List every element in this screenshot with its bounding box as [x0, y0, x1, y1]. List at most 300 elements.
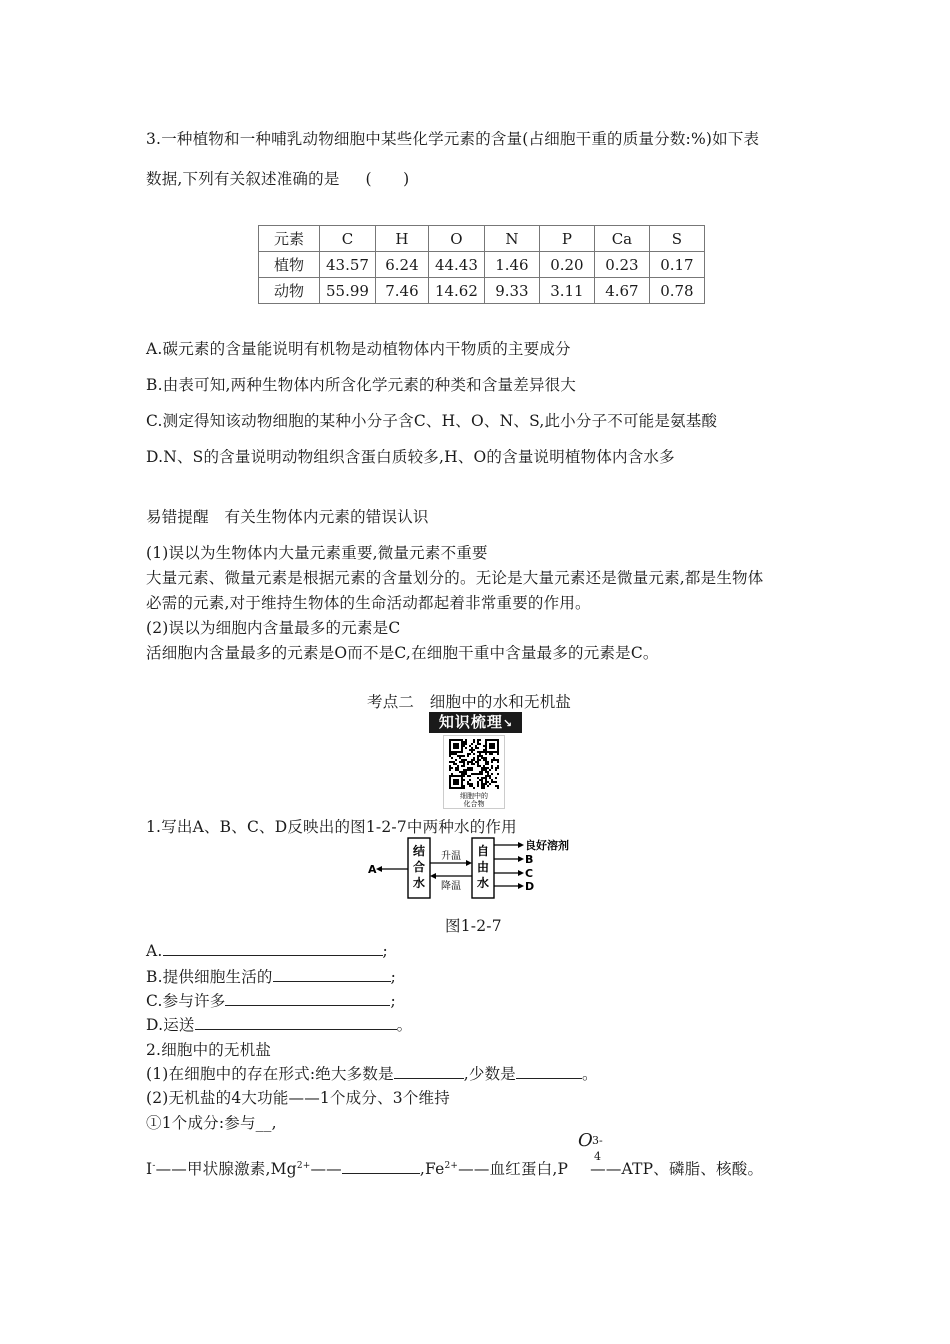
- qr-module: [461, 755, 463, 757]
- magnesium-text: ——: [310, 1160, 342, 1178]
- qr-module: [487, 771, 489, 773]
- table-cell: 9.33: [484, 278, 539, 304]
- qr-module: [481, 777, 483, 779]
- qr-module: [457, 747, 459, 749]
- answer-blank[interactable]: [516, 1064, 582, 1079]
- q2-form-line: [146, 1062, 598, 1084]
- qr-module: [477, 761, 479, 763]
- table-row: [259, 278, 705, 304]
- qr-module: [491, 747, 493, 749]
- qr-module: [473, 763, 475, 765]
- qr-module: [495, 759, 497, 761]
- arrow-head-icon: [518, 842, 524, 848]
- qr-module: [497, 761, 499, 763]
- answer-blank[interactable]: [163, 941, 383, 956]
- qr-module: [451, 767, 453, 769]
- qr-module: [469, 769, 471, 771]
- qr-module: [453, 781, 455, 783]
- answer-parentheses: ( ): [365, 170, 410, 188]
- qr-module: [473, 773, 475, 775]
- iron-prefix: ,Fe: [419, 1160, 445, 1178]
- qr-module: [459, 751, 461, 753]
- qr-module: [461, 785, 463, 787]
- answer-d-prefix: D.运送: [146, 1016, 195, 1034]
- qr-module: [463, 755, 465, 757]
- qr-module: [455, 759, 457, 761]
- qr-module: [491, 767, 493, 769]
- qr-module: [497, 787, 499, 789]
- qr-module: [455, 767, 457, 769]
- section-title: 考点二 细胞中的水和无机盐: [367, 693, 572, 711]
- qr-module: [481, 785, 483, 787]
- qr-module: [469, 775, 471, 777]
- qr-module: [461, 749, 463, 751]
- banner-label: 知识梳理: [438, 713, 503, 731]
- qr-module: [457, 765, 459, 767]
- qr-module: [479, 771, 481, 773]
- table-cell: S: [649, 226, 704, 252]
- table-cell: 元素: [259, 226, 320, 252]
- qr-module: [471, 761, 473, 763]
- option-d: D.N、S的含量说明动物组织含蛋白质较多,H、O的含量说明植物体内含水多: [146, 448, 675, 466]
- qr-module: [457, 745, 459, 747]
- arrow-head-icon: [430, 873, 436, 879]
- phosphate-superscript: 3-: [592, 1134, 603, 1147]
- q1-answer-d: [146, 1013, 412, 1035]
- option-a: A.碳元素的含量能说明有机物是动植物体内干物质的主要成分: [146, 340, 571, 358]
- qr-module: [455, 747, 457, 749]
- table-cell: 43.57: [320, 252, 376, 278]
- qr-module: [497, 753, 499, 755]
- qr-module: [477, 751, 479, 753]
- qr-module: [461, 775, 463, 777]
- qr-module: [485, 739, 487, 741]
- qr-module: [459, 771, 461, 773]
- iodine-text: ——甲状腺激素,Mg: [155, 1160, 297, 1178]
- knowledge-banner: [429, 712, 522, 733]
- qr-module: [461, 741, 463, 743]
- qr-module: [495, 769, 497, 771]
- qr-module: [479, 739, 481, 741]
- qr-module: [475, 745, 477, 747]
- qr-module: [497, 749, 499, 751]
- qr-module: [475, 747, 477, 749]
- form-mid: ,少数是: [463, 1065, 517, 1083]
- arrow-head-icon: [376, 866, 382, 872]
- qr-module: [467, 763, 469, 765]
- qr-module: [485, 769, 487, 771]
- qr-module: [463, 745, 465, 747]
- answer-blank[interactable]: [273, 967, 391, 982]
- qr-module: [465, 771, 467, 773]
- qr-module: [465, 769, 467, 771]
- qr-module: [455, 753, 457, 755]
- qr-module: [469, 767, 471, 769]
- table-cell: 55.99: [320, 278, 376, 304]
- reminder-point2-title: (2)误以为细胞内含量最多的元素是C: [146, 619, 401, 637]
- bound-water-char: 水: [412, 876, 426, 890]
- qr-module: [497, 785, 499, 787]
- table-cell: O: [428, 226, 484, 252]
- qr-module: [455, 783, 457, 785]
- answer-blank[interactable]: [342, 1159, 420, 1174]
- qr-module: [479, 753, 481, 755]
- qr-module: [487, 785, 489, 787]
- arrow-head-icon: [466, 860, 472, 866]
- answer-blank[interactable]: [394, 1064, 464, 1079]
- qr-module: [491, 773, 493, 775]
- reminder-title: 易错提醒 有关生物体内元素的错误认识: [146, 508, 429, 526]
- qr-module: [491, 753, 493, 755]
- qr-module: [455, 779, 457, 781]
- qr-module: [497, 739, 499, 741]
- free-water-char: 由: [476, 860, 490, 874]
- qr-module: [489, 751, 491, 753]
- qr-module: [457, 787, 459, 789]
- qr-module: [485, 743, 487, 745]
- qr-module: [463, 775, 465, 777]
- qr-module: [491, 743, 493, 745]
- qr-module: [491, 779, 493, 781]
- answer-b-end: ;: [390, 968, 397, 986]
- qr-module: [449, 753, 451, 755]
- iodine-symbol: I: [146, 1160, 153, 1178]
- qr-module: [493, 757, 495, 759]
- qr-module: [467, 783, 469, 785]
- q2-component: ①1个成分:参与__,: [146, 1114, 277, 1132]
- qr-module: [485, 747, 487, 749]
- qr-module: [473, 757, 475, 759]
- qr-module: [463, 773, 465, 775]
- qr-module: [463, 765, 465, 767]
- form-prefix: (1)在细胞中的存在形式:绝大多数是: [146, 1065, 394, 1083]
- figure-caption: 图1-2-7: [445, 917, 502, 935]
- phosphate-end: ——ATP、磷脂、核酸。: [590, 1160, 764, 1178]
- answer-a-prefix: A.: [146, 942, 163, 960]
- qr-module: [481, 757, 483, 759]
- answer-blank[interactable]: [195, 1015, 397, 1030]
- q1-answer-c: [146, 989, 396, 1011]
- table-cell: 7.46: [375, 278, 428, 304]
- qr-module: [471, 749, 473, 751]
- table-cell: 3.11: [539, 278, 594, 304]
- qr-caption-line2: 化合物: [463, 800, 485, 808]
- q1-answer-a: [146, 941, 388, 960]
- qr-module: [463, 785, 465, 787]
- qr-module: [485, 761, 487, 763]
- q1-answer-b: [146, 965, 396, 987]
- qr-module: [461, 739, 463, 741]
- qr-module: [465, 741, 467, 743]
- qr-module: [479, 773, 481, 775]
- qr-module: [491, 759, 493, 761]
- qr-module: [449, 775, 451, 777]
- qr-module: [471, 743, 473, 745]
- free-water-char: 自: [476, 844, 490, 858]
- free-water-char: 水: [476, 876, 490, 890]
- arrow-head-icon: [518, 883, 524, 889]
- qr-module: [461, 779, 463, 781]
- qr-module: [487, 761, 489, 763]
- qr-module: [461, 761, 463, 763]
- qr-module: [487, 781, 489, 783]
- qr-module: [461, 787, 463, 789]
- qr-module: [473, 739, 475, 741]
- qr-module: [471, 747, 473, 749]
- element-content-table: [258, 225, 705, 304]
- qr-module: [487, 767, 489, 769]
- qr-pattern-icon: [444, 736, 504, 792]
- qr-module: [461, 743, 463, 745]
- q1-title: 1.写出A、B、C、D反映出的图1-2-7中两种水的作用: [146, 818, 517, 836]
- qr-module: [471, 751, 473, 753]
- qr-module: [485, 771, 487, 773]
- qr-module: [485, 757, 487, 759]
- qr-module: [463, 759, 465, 761]
- answer-c-end: ;: [390, 992, 396, 1010]
- qr-module: [451, 753, 453, 755]
- qr-module: [483, 745, 485, 747]
- qr-module: [469, 753, 471, 755]
- qr-module: [449, 781, 451, 783]
- qr-module: [477, 763, 479, 765]
- qr-module: [493, 743, 495, 745]
- qr-module: [497, 745, 499, 747]
- qr-module: [489, 747, 491, 749]
- qr-module: [489, 745, 491, 747]
- qr-module: [457, 755, 459, 757]
- qr-module: [461, 747, 463, 749]
- qr-module: [477, 781, 479, 783]
- qr-module: [451, 739, 453, 741]
- qr-module: [477, 741, 479, 743]
- qr-module: [449, 761, 451, 763]
- qr-module: [471, 759, 473, 761]
- table-cell: 0.20: [539, 252, 594, 278]
- qr-module: [473, 787, 475, 789]
- qr-module: [483, 777, 485, 779]
- qr-module: [469, 761, 471, 763]
- table-header-row: [259, 226, 705, 252]
- qr-module: [455, 775, 457, 777]
- qr-module: [449, 769, 451, 771]
- qr-module: [465, 747, 467, 749]
- answer-blank[interactable]: [225, 991, 390, 1006]
- qr-module: [477, 773, 479, 775]
- qr-module: [483, 757, 485, 759]
- qr-module: [471, 763, 473, 765]
- qr-module: [487, 775, 489, 777]
- qr-caption-line1: 细胞中的: [460, 792, 488, 800]
- q2-function-title: (2)无机盐的4大功能——1个成分、3个维持: [146, 1089, 450, 1107]
- qr-module: [455, 763, 457, 765]
- option-c: C.测定得知该动物细胞的某种小分子含C、H、O、N、S,此小分子不可能是氨基酸: [146, 412, 718, 430]
- qr-module: [491, 765, 493, 767]
- qr-module: [455, 751, 457, 753]
- output-label-b: B: [525, 853, 534, 866]
- qr-module: [495, 751, 497, 753]
- qr-module: [467, 769, 469, 771]
- qr-module: [449, 755, 451, 757]
- qr-module: [497, 743, 499, 745]
- qr-module: [465, 759, 467, 761]
- bound-water-char: 合: [412, 860, 426, 874]
- phosphate-subscript: 4: [594, 1150, 601, 1163]
- qr-module: [487, 739, 489, 741]
- qr-module: [467, 781, 469, 783]
- qr-module: [473, 753, 475, 755]
- qr-module: [453, 783, 455, 785]
- iron-text: ——血红蛋白,P: [458, 1160, 569, 1178]
- qr-module: [485, 751, 487, 753]
- qr-module: [483, 759, 485, 761]
- table-cell: 植物: [259, 252, 320, 278]
- qr-module: [453, 763, 455, 765]
- q2-title: 2.细胞中的无机盐: [146, 1041, 272, 1059]
- qr-module: [457, 775, 459, 777]
- table-cell: P: [539, 226, 594, 252]
- table-cell: 0.23: [594, 252, 649, 278]
- qr-module: [463, 763, 465, 765]
- reminder-point2-line: 活细胞内含量最多的元素是O而不是C,在细胞干重中含量最多的元素是C。: [146, 644, 659, 662]
- qr-module: [457, 739, 459, 741]
- qr-module: [495, 767, 497, 769]
- table-cell: 动物: [259, 278, 320, 304]
- corner-arrow-icon: ↘: [502, 717, 513, 730]
- qr-module: [461, 783, 463, 785]
- charge-superscript: 2+: [296, 1160, 311, 1171]
- qr-module: [455, 745, 457, 747]
- qr-module: [453, 747, 455, 749]
- option-b: B.由表可知,两种生物体内所含化学元素的种类和含量差异很大: [146, 376, 577, 394]
- qr-module: [491, 739, 493, 741]
- qr-module: [481, 771, 483, 773]
- qr-module: [487, 763, 489, 765]
- qr-module: [461, 765, 463, 767]
- qr-module: [469, 749, 471, 751]
- qr-module: [485, 741, 487, 743]
- qr-module: [485, 775, 487, 777]
- qr-module: [493, 781, 495, 783]
- qr-module: [449, 747, 451, 749]
- qr-module: [461, 781, 463, 783]
- qr-module: [477, 739, 479, 741]
- qr-module: [461, 759, 463, 761]
- qr-module: [463, 787, 465, 789]
- question3-stem-line2: [146, 167, 409, 189]
- qr-module: [485, 749, 487, 751]
- qr-module: [455, 769, 457, 771]
- qr-module: [461, 751, 463, 753]
- qr-module: [471, 769, 473, 771]
- qr-module: [483, 785, 485, 787]
- qr-module: [451, 757, 453, 759]
- qr-module: [493, 751, 495, 753]
- qr-module: [459, 775, 461, 777]
- qr-module: [485, 745, 487, 747]
- table-cell: 6.24: [375, 252, 428, 278]
- qr-module: [479, 759, 481, 761]
- qr-module: [497, 773, 499, 775]
- qr-module: [457, 767, 459, 769]
- qr-module: [491, 781, 493, 783]
- reminder-point1-line2: 必需的元素,对于维持生物体的生命活动都起着非常重要的作用。: [146, 594, 591, 612]
- qr-module: [449, 741, 451, 743]
- qr-module: [449, 783, 451, 785]
- qr-module: [497, 767, 499, 769]
- qr-module: [491, 761, 493, 763]
- qr-module: [477, 777, 479, 779]
- qr-module: [467, 767, 469, 769]
- qr-module: [489, 777, 491, 779]
- qr-code[interactable]: [443, 735, 505, 809]
- form-end: 。: [582, 1065, 598, 1083]
- qr-module: [481, 781, 483, 783]
- qr-module: [497, 751, 499, 753]
- qr-module: [493, 745, 495, 747]
- qr-module: [451, 787, 453, 789]
- qr-module: [485, 783, 487, 785]
- table-cell: 4.67: [594, 278, 649, 304]
- qr-module: [489, 739, 491, 741]
- qr-module: [489, 783, 491, 785]
- qr-module: [491, 745, 493, 747]
- qr-module: [461, 745, 463, 747]
- table-cell: 14.62: [428, 278, 484, 304]
- water-diagram: [368, 833, 588, 905]
- qr-module: [481, 769, 483, 771]
- qr-module: [459, 761, 461, 763]
- table-cell: C: [320, 226, 376, 252]
- qr-module: [471, 773, 473, 775]
- qr-module: [497, 759, 499, 761]
- qr-module: [477, 765, 479, 767]
- qr-module: [483, 787, 485, 789]
- qr-module: [451, 773, 453, 775]
- qr-module: [463, 743, 465, 745]
- qr-module: [497, 741, 499, 743]
- qr-module: [485, 759, 487, 761]
- qr-module: [449, 785, 451, 787]
- table-cell: H: [375, 226, 428, 252]
- qr-module: [451, 775, 453, 777]
- qr-module: [453, 753, 455, 755]
- qr-module: [487, 751, 489, 753]
- qr-module: [483, 749, 485, 751]
- qr-module: [455, 787, 457, 789]
- qr-module: [497, 765, 499, 767]
- reminder-point1-line1: 大量元素、微量元素是根据元素的含量划分的。无论是大量元素还是微量元素,都是生物体: [146, 569, 764, 587]
- qr-module: [463, 779, 465, 781]
- qr-module: [459, 755, 461, 757]
- qr-module: [495, 739, 497, 741]
- qr-module: [481, 783, 483, 785]
- qr-module: [453, 743, 455, 745]
- qr-module: [495, 777, 497, 779]
- table-cell: 44.43: [428, 252, 484, 278]
- qr-module: [461, 771, 463, 773]
- qr-module: [461, 773, 463, 775]
- output-label-c: C: [525, 867, 534, 880]
- qr-module: [457, 743, 459, 745]
- answer-c-prefix: C.参与许多: [146, 992, 226, 1010]
- qr-module: [451, 761, 453, 763]
- qr-module: [491, 751, 493, 753]
- table-cell: 0.78: [649, 278, 704, 304]
- phosphate-o-letter: O: [578, 1130, 593, 1151]
- qr-module: [465, 743, 467, 745]
- qr-module: [457, 769, 459, 771]
